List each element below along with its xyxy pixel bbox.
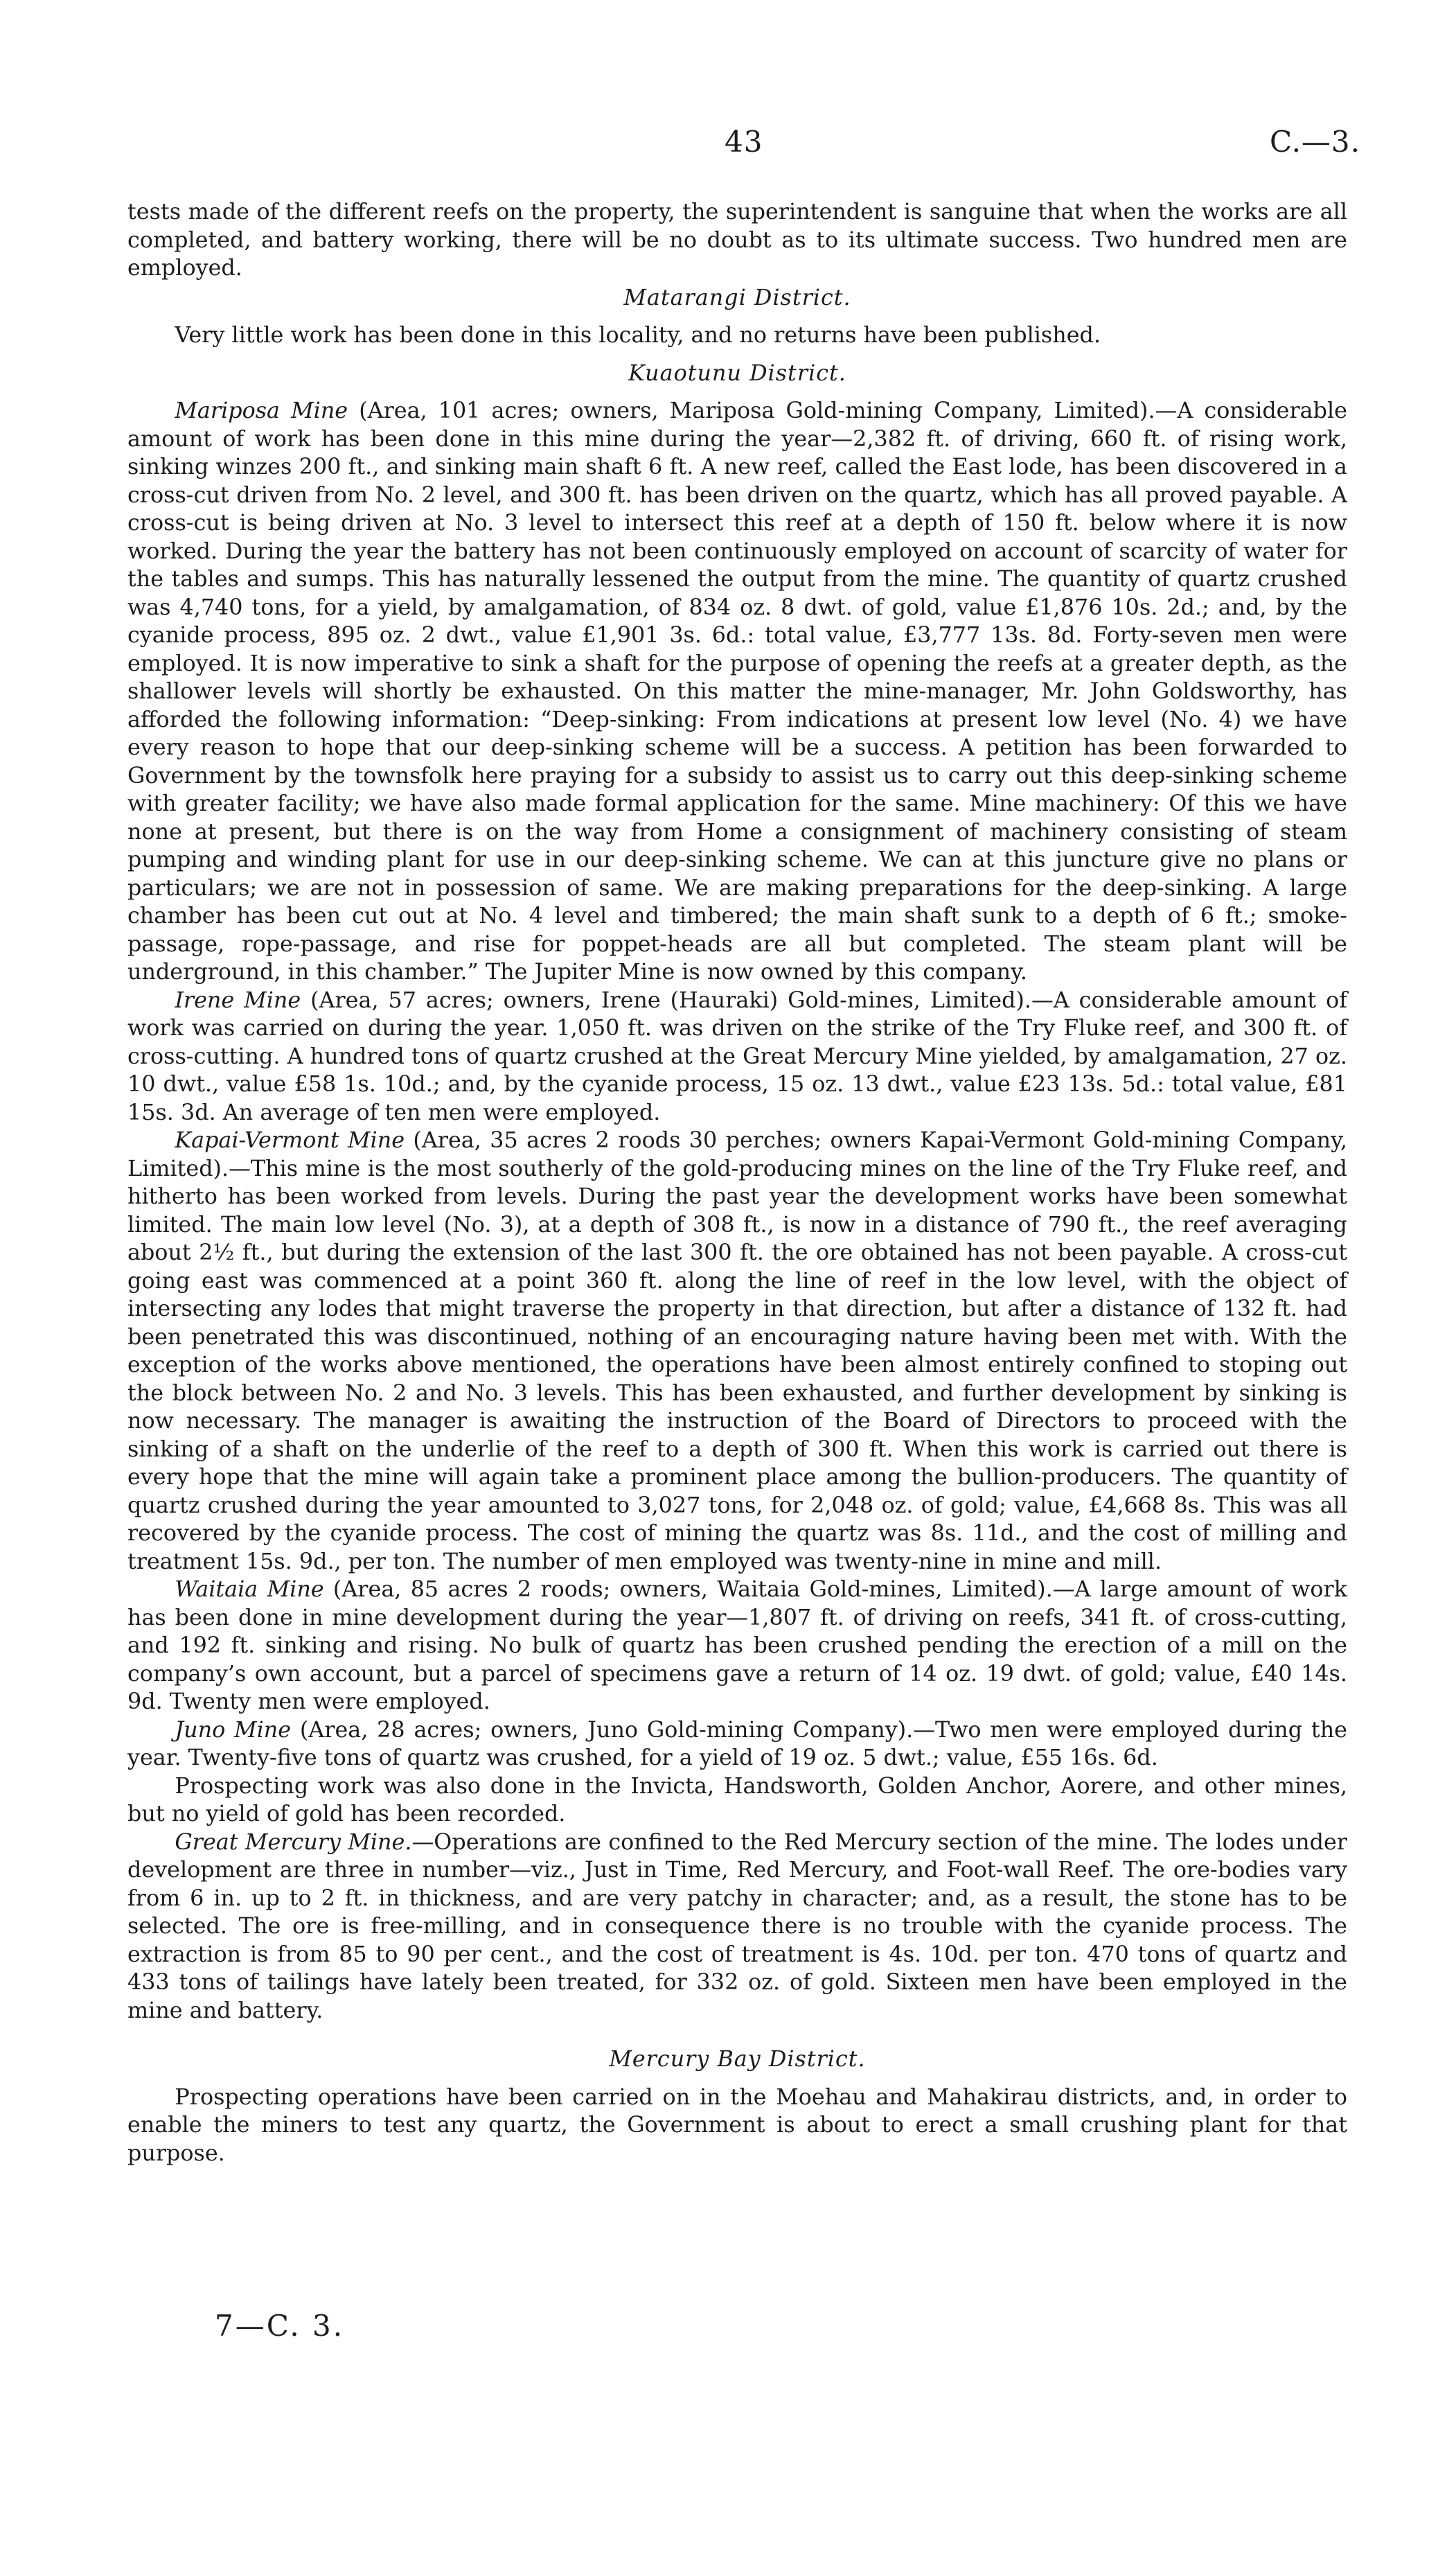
heading-kuaotunu-district: Kuaotunu District. <box>628 360 846 386</box>
heading-matarangi-district: Matarangi District. <box>623 284 851 310</box>
waitaia-mine-text: (Area, 85 acres 2 roods; owners, Waitaia Gold-mines, Limited).—A large amount of work has been done in mine development during the year—1,807 ft. of driving on reefs, 341 ft. of cross-cutting, and 192 ft. sinking and rising. No bulk of quartz has been crushed pending the erection of a mill on the company’s own account, but a parcel of specimens gave a return of 14 oz. 19 dwt. of gold; value, £40 14s. 9d. Twenty men were employed. <box>127 1576 1347 1714</box>
waitaia-mine-name: Waitaia Mine <box>175 1576 324 1602</box>
great-mercury-mine-paragraph <box>127 1829 1347 2025</box>
juno-mine-paragraph <box>127 1716 1347 1772</box>
great-mercury-mine-name: Great Mercury Mine. <box>175 1829 412 1855</box>
irene-mine-name: Irene Mine <box>175 987 301 1013</box>
juno-mine-name: Juno Mine <box>175 1716 292 1743</box>
prospecting-paragraph: Prospecting work was also done in the Invicta, Handsworth, Golden Anchor, Aorere, and other mines, but no yield of gold has been recorded. <box>127 1772 1347 1827</box>
matarangi-paragraph: Very little work has been done in this locality, and no returns have been published. <box>175 322 1101 348</box>
mariposa-mine-paragraph <box>127 397 1347 987</box>
mercury-bay-paragraph: Prospecting operations have been carried on in the Moehau and Mahakirau districts, and, in order to enable the miners to test any quartz, the Government is about to erect a small crushing plant for that purpose. <box>127 2084 1347 2166</box>
great-mercury-mine-text: —Operations are confined to the Red Mercury section of the mine. The lodes under development are three in number—viz., Just in Time, Red Mercury, and Foot-wall Reef. The ore-bodies vary from 6 in. up to 2 ft. in thickness, and are very patchy in character; and, as a result, the stone has to be selected. The ore is free-milling, and in consequence there is no trouble with the cyanide process. The extraction is from 85 to 90 per cent., and the cost of treatment is 4s. 10d. per ton. 470 tons of quartz and 433 tons of tailings have lately been treated, for 332 oz. of gold. Sixteen men have been employed in the mine and battery. <box>127 1829 1347 2023</box>
footer-signature-mark: 7—C. 3. <box>215 2309 345 2343</box>
juno-mine-text: (Area, 28 acres; owners, Juno Gold-mining Company).—Two men were employed during the year. Twenty-five tons of quartz was crushed, for a yield of 19 oz. 5 dwt.; value, £55 16s. 6d. <box>127 1716 1347 1770</box>
waitaia-mine-paragraph <box>127 1576 1347 1716</box>
document-reference: C.—3. <box>1269 125 1360 159</box>
kapai-vermont-mine-text: (Area, 35 acres 2 roods 30 perches; owners Kapai-Vermont Gold-mining Company, Limited).—This mine is the most southerly of the gold-producing mines on the line of the Try Fluke reef, and hitherto has been worked from levels. During the past year the development works have been somewhat limited. The main low level (No. 3), at a depth of 308 ft., is now in a distance of 790 ft., the reef averaging about 2½ ft., but during the extension of the last 300 ft. the ore obtained has not been payable. A cross-cut going east was commenced at a point 360 ft. along the line of reef in the low level, with the object of intersecting any lodes that might traverse the property in that direction, but after a distance of 132 ft. had been penetrated this was discontinued, nothing of an encouraging nature having been met with. With the exception of the works above mentioned, the operations have been almost entirely confined to stoping out the block between No. 2 and No. 3 levels. This has been exhausted, and further development by sinking is now necessary. The manager is awaiting the instruction of the Board of Directors to proceed with the sinking of a shaft on the underlie of the reef to a depth of 300 ft. When this work is carried out there is every hope that the mine will again take a prominent place among the bullion-producers. The quantity of quartz crushed during the year amounted to 3,027 tons, for 2,048 oz. of gold; value, £4,668 8s. This was all recovered by the cyanide process. The cost of mining the quartz was 8s. 11d., and the cost of milling and treatment 15s. 9d., per ton. The number of men employed was twenty-nine in mine and mill. <box>127 1127 1347 1574</box>
kapai-vermont-mine-paragraph <box>127 1127 1347 1576</box>
heading-mercury-bay-district: Mercury Bay District. <box>609 2046 866 2072</box>
document-body <box>127 198 1347 2167</box>
kapai-vermont-mine-name: Kapai-Vermont Mine <box>175 1127 405 1153</box>
mariposa-mine-name: Mariposa Mine <box>175 398 348 423</box>
irene-mine-paragraph <box>127 987 1347 1127</box>
intro-paragraph: tests made of the different reefs on the property, the superintendent is sanguine that when the works are all completed, and battery working, there will be no doubt as to its ultimate success. Two hundred men are employed. <box>127 199 1347 281</box>
mariposa-mine-text: (Area, 101 acres; owners, Mariposa Gold-mining Company, Limited).—A considerable amount of work has been done in this mine during the year—2,382 ft. of driving, 660 ft. of rising work, sinking winzes 200 ft., and sinking main shaft 6 ft. A new reef, called the East lode, has been discovered in a cross-cut driven from No. 2 level, and 300 ft. has been driven on the quartz, which has all proved payable. A cross-cut is being driven at No. 3 level to intersect this reef at a depth of 150 ft. below where it is now worked. During the year the battery has not been continuously employed on account of scarcity of water for the tables and sumps. This has naturally lessened the output from the mine. The quantity of quartz crushed was 4,740 tons, for a yield, by amalgamation, of 834 oz. 8 dwt. of gold, value £1,876 10s. 2d.; and, by the cyanide process, 895 oz. 2 dwt., value £1,901 3s. 6d.: total value, £3,777 13s. 8d. Forty-seven men were employed. It is now imperative to sink a shaft for the purpose of opening the reefs at a greater depth, as the shallower levels will shortly be exhausted. On this matter the mine-manager, Mr. John Goldsworthy, has afforded the following information: “Deep-sinking: From indications at present low level (No. 4) we have every reason to hope that our deep-sinking scheme will be a success. A petition has been forwarded to Government by the townsfolk here praying for a subsidy to assist us to carry out this deep-sinking scheme with greater facility; we have also made formal application for the same. Mine machinery: Of this we have none at present, but there is on the way from Home a consignment of machinery consisting of steam pumping and winding plant for use in our deep-sinking scheme. We can at this juncture give no plans or particulars; we are not in possession of same. We are making preparations for the deep-sinking. A large chamber has been cut out at No. 4 level and timbered; the main shaft sunk to a depth of 6 ft.; smoke-passage, rope-passage, and rise for poppet-heads are all but completed. The steam plant will be underground, in this chamber.” The Jupiter Mine is now owned by this company. <box>127 398 1347 985</box>
page-number: 43 <box>725 125 763 159</box>
irene-mine-text: (Area, 57 acres; owners, Irene (Hauraki) Gold-mines, Limited).—A considerable amount of work was carried on during the year. 1,050 ft. was driven on the strike of the Try Fluke reef, and 300 ft. of cross-cutting. A hundred tons of quartz crushed at the Great Mercury Mine yielded, by amalgamation, 27 oz. 10 dwt., value £58 1s. 10d.; and, by the cyanide process, 15 oz. 13 dwt., value £23 13s. 5d.: total value, £81 15s. 3d. An average of ten men were employed. <box>127 987 1347 1125</box>
